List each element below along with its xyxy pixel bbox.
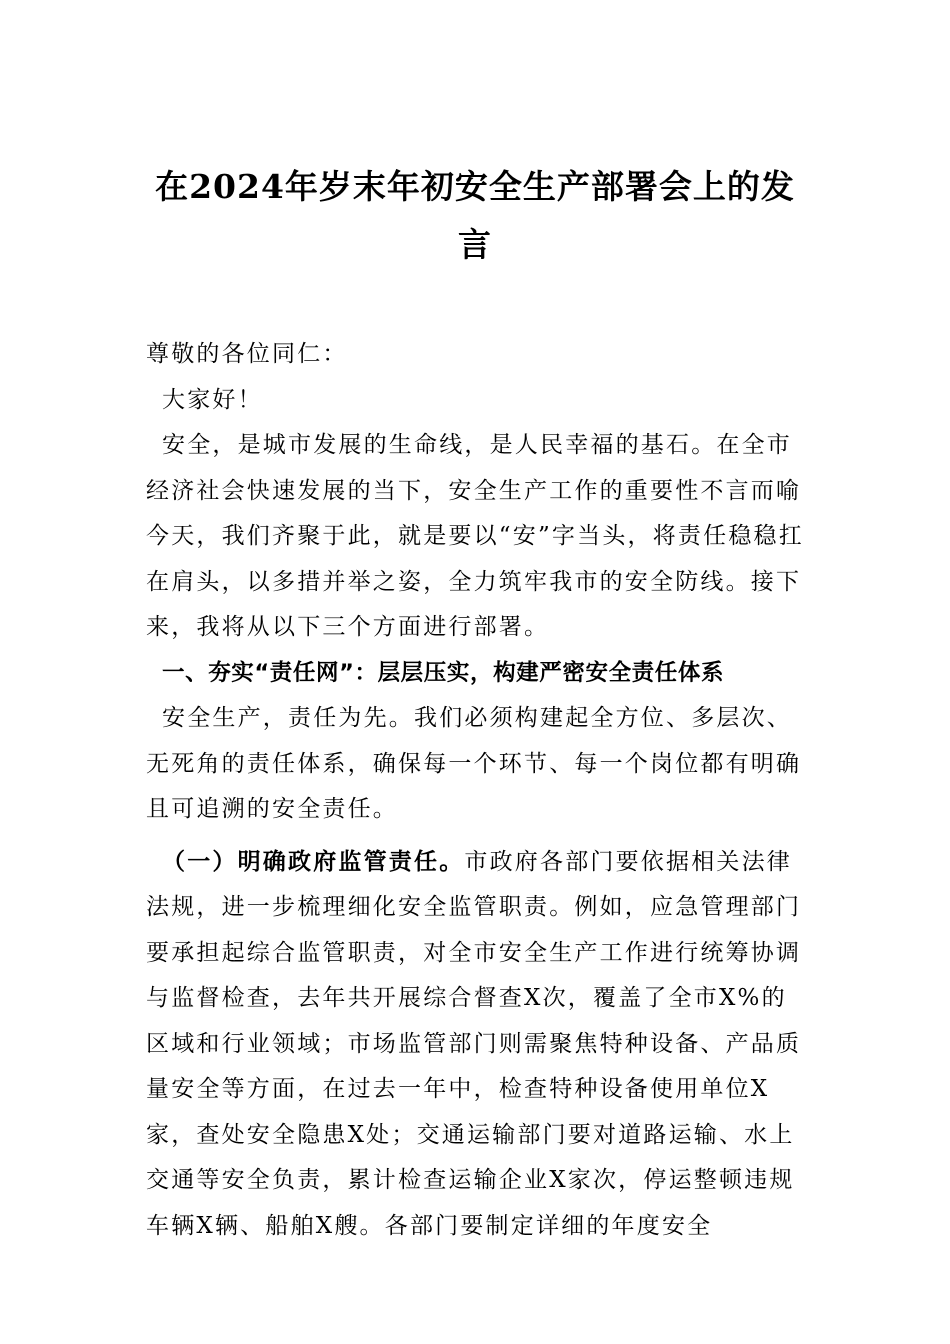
salutation: 尊敬的各位同仁： xyxy=(146,341,348,367)
intro-paragraph: 安全，是城市发展的生命线，是人民幸福的基石。在全市经济社会快速发展的当下，安全生产工作的重要性不言而喻今天，我们齐聚于此，就是要以“安”字当头，将责任稳稳扛在肩头，以多措并举之姿，全力筑牢我市的安全防线。接下来，我将从以下三个方面进行部署。 xyxy=(146,432,804,640)
document-body xyxy=(146,332,810,1249)
subsection-1-body: 市政府各部门要依据相关法律法规，进一步梳理细化安全监管职责。例如，应急管理部门要承担起综合监管职责，对全市安全生产工作进行统筹协调与监督检查，去年共开展综合督查X次，覆盖了全市X%的区域和行业领域；市场监管部门则需聚焦特种设备、产品质量安全等方面，在过去一年中，检查特种设备使用单位X家，查处安全隐患X处；交通运输部门要对道路运输、水上交通等安全负责，累计检查运输企业X家次，停运整顿违规车辆X辆、船舶X艘。各部门要制定详细的年度安全 xyxy=(146,848,802,1239)
greeting: 大家好！ xyxy=(162,386,263,413)
subsection-1-heading: （一）明确政府监管责任。 xyxy=(162,847,465,875)
section-1-heading: 一、夯实“责任网”：层层压实，构建严密安全责任体系 xyxy=(162,659,725,686)
document-title: 在2024年岁末年初安全生产部署会上的发言 xyxy=(155,167,795,264)
subsection-1-paragraph xyxy=(146,839,810,1250)
section-1-intro: 安全生产，责任为先。我们必须构建起全方位、多层次、无死角的责任体系，确保每一个环节、每一个岗位都有明确且可追溯的安全责任。 xyxy=(146,705,802,822)
